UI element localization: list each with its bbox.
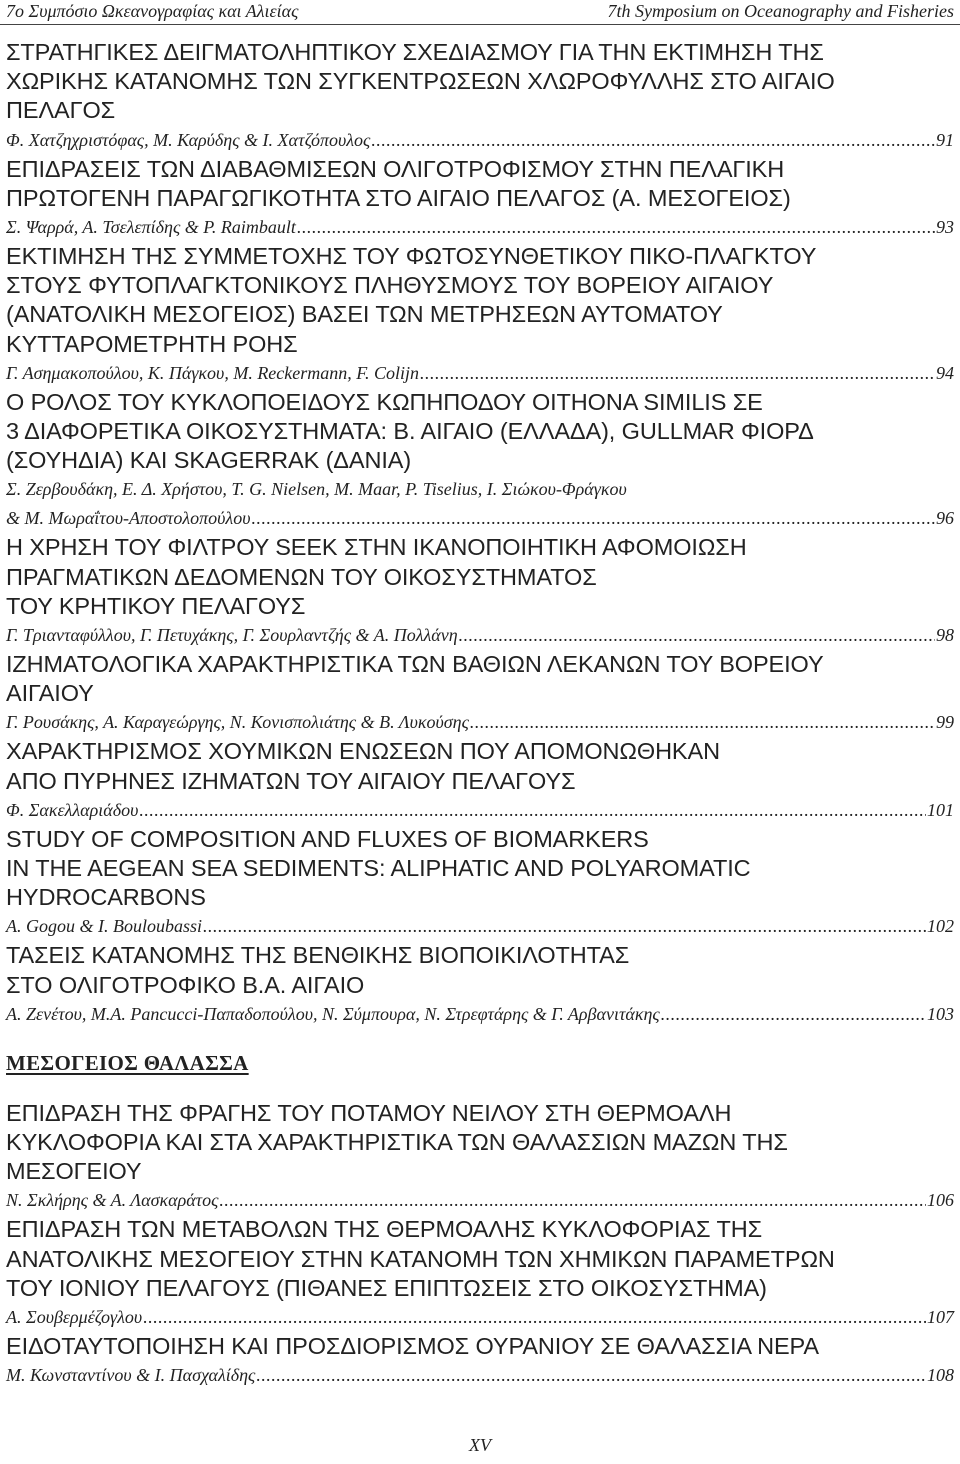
dot-leader: [420, 359, 935, 388]
entry-title-line: ΕΙΔΟΤΑΥΤΟΠΟΙΗΣΗ ΚΑΙ ΠΡΟΣΔΙΟΡΙΣΜΟΣ ΟΥΡΑΝΙΟΥ ΣΕ ΘΑΛΑΣΣΙΑ ΝΕΡΑ: [6, 1333, 819, 1360]
entry-authors: Γ. Ασημακοπούλου, Κ. Πάγκου, M. Reckermann, F. Colijn: [6, 362, 419, 383]
entry-title-line: ΑΝΑΤΟΛΙΚΗΣ ΜΕΣΟΓΕΙΟΥ ΣΤΗΝ ΚΑΤΑΝΟΜΗ ΤΩΝ ΧΗΜΙΚΩΝ ΠΑΡΑΜΕΤΡΩΝ: [6, 1245, 835, 1272]
entry-authors: Σ. Ζερβουδάκη, Ε. Δ. Χρήστου, T. G. Nielsen, M. Maar, P. Tiselius, Ι. Σιώκου-Φράγκου: [6, 479, 627, 500]
entry-title-line: 3 ΔΙΑΦΟΡΕΤΙΚΑ ΟΙΚΟΣΥΣΤΗΜΑΤΑ: Β. ΑΙΓΑΙΟ (ΕΛΛΑΔΑ), GULLMAR ΦΙΟΡΔ: [6, 418, 814, 445]
entry-authors-row: [6, 1186, 954, 1215]
entry-title-line: ΧΑΡΑΚΤΗΡΙΣΜΟΣ ΧΟΥΜΙΚΩΝ ΕΝΩΣΕΩΝ ΠΟΥ ΑΠΟΜΟΝΩΘΗΚΑΝ: [6, 738, 720, 765]
dot-leader: [297, 213, 935, 242]
entry-title-line: IN THE AEGEAN SEA SEDIMENTS: ALIPHATIC AND POLYAROMATIC: [6, 855, 751, 882]
entry-page-number: 96: [936, 508, 954, 529]
entry-title-line: ΣΤΟ ΟΛΙΓΟΤΡΟΦΙΚΟ Β.Α. ΑΙΓΑΙΟ: [6, 971, 365, 998]
toc-entry: [6, 825, 954, 942]
toc-entry: [6, 1215, 954, 1332]
entry-authors: Α. Ζενέτου, Μ.Α. Pancucci-Παπαδοπούλου, Ν. Σύμπουρα, Ν. Στρεφτάρης & Γ. Αρβανιτάκης: [6, 1003, 660, 1024]
entry-title-line: ΧΩΡΙΚΗΣ ΚΑΤΑΝΟΜΗΣ ΤΩΝ ΣΥΓΚΕΝΤΡΩΣΕΩΝ ΧΛΩΡΟΦΥΛΛΗΣ ΣΤΟ ΑΙΓΑΙΟ: [6, 68, 835, 95]
entry-page-number: 106: [927, 1190, 954, 1211]
entry-page-number: 101: [927, 799, 954, 820]
entry-title-line: ΕΠΙΔΡΑΣΗ ΤΩΝ ΜΕΤΑΒΟΛΩΝ ΤΗΣ ΘΕΡΜΟΑΛΗΣ ΚΥΚΛΟΦΟΡΙΑΣ ΤΗΣ: [6, 1216, 763, 1243]
dot-leader: [139, 796, 926, 825]
entry-authors-row: [6, 1000, 954, 1029]
toc-group-mediterranean: [6, 1099, 954, 1390]
header-right-text: 7th Symposium on Oceanography and Fisheries: [607, 1, 954, 21]
entry-authors: Μ. Κωνσταντίνου & Ι. Πασχαλίδης: [6, 1365, 256, 1386]
entry-title-line: ΚΥΤΤΑΡΟΜΕΤΡΗΤΗ ΡΟΗΣ: [6, 330, 298, 357]
entry-authors-row: [6, 504, 954, 533]
entry-authors: Γ. Τριανταφύλλου, Γ. Πετυχάκης, Γ. Σουρλαντζής & Α. Πολλάνη: [6, 625, 458, 646]
entry-authors: & Μ. Μωραΐτου-Αποστολοπούλου: [6, 508, 251, 529]
toc-entry: [6, 737, 954, 824]
entry-authors: Ν. Σκλήρης & Α. Λασκαράτος: [6, 1190, 219, 1211]
entry-authors-row: [6, 708, 954, 737]
entry-title-line: STUDY OF COMPOSITION AND FLUXES OF BIOMARKERS: [6, 825, 649, 852]
dot-leader: [470, 708, 935, 737]
toc-entry: [6, 242, 954, 388]
dot-leader: [661, 1000, 926, 1029]
entry-title-line: ΠΡΑΓΜΑΤΙΚΩΝ ΔΕΔΟΜΕΝΩΝ ΤΟΥ ΟΙΚΟΣΥΣΤΗΜΑΤΟΣ: [6, 563, 597, 590]
entry-title-line: ΤΟΥ ΚΡΗΤΙΚΟΥ ΠΕΛΑΓΟΥΣ: [6, 592, 306, 619]
section-heading: ΜΕΣΟΓΕΙΟΣ ΘΑΛΑΣΣΑ: [6, 1050, 249, 1075]
entry-title-line: ΠΕΛΑΓΟΣ: [6, 97, 116, 124]
toc-entry: [6, 38, 954, 155]
entry-title-line: ΣΤΡΑΤΗΓΙΚΕΣ ΔΕΙΓΜΑΤΟΛΗΠΤΙΚΟΥ ΣΧΕΔΙΑΣΜΟΥ ΓΙΑ ΤΗΝ ΕΚΤΙΜΗΣΗ ΤΗΣ: [6, 39, 824, 65]
toc-entry: [6, 388, 954, 534]
entry-page-number: 108: [927, 1365, 954, 1386]
toc-group-aegean: [6, 38, 954, 1029]
dot-leader: [203, 912, 926, 941]
dot-leader: [143, 1303, 926, 1332]
entry-page-number: 103: [927, 1003, 954, 1024]
entry-page-number: 94: [936, 362, 954, 383]
entry-authors-row: [6, 1361, 954, 1390]
entry-page-number: 102: [927, 916, 954, 937]
entry-authors-row: [6, 126, 954, 155]
entry-title-line: ΙΖΗΜΑΤΟΛΟΓΙΚΑ ΧΑΡΑΚΤΗΡΙΣΤΙΚΑ ΤΩΝ ΒΑΘΙΩΝ ΛΕΚΑΝΩΝ ΤΟΥ ΒΟΡΕΙΟΥ: [6, 651, 824, 678]
entry-authors-row: [6, 1303, 954, 1332]
toc-entry: [6, 1099, 954, 1216]
dot-leader: [219, 1186, 926, 1215]
entry-title-line: Η ΧΡΗΣΗ ΤΟΥ ΦΙΛΤΡΟΥ SEEK ΣΤΗΝ ΙΚΑΝΟΠΟΙΗΤΙΚΗ ΑΦΟΜΟΙΩΣΗ: [6, 534, 747, 561]
entry-authors: Α. Σουβερμέζογλου: [6, 1307, 143, 1328]
entry-title-line: ΠΡΩΤΟΓΕΝΗ ΠΑΡΑΓΩΓΙΚΟΤΗΤΑ ΣΤΟ ΑΙΓΑΙΟ ΠΕΛΑΓΟΣ (Α. ΜΕΣΟΓΕΙΟΣ): [6, 184, 791, 211]
entry-page-number: 91: [936, 129, 954, 150]
entry-authors: A. Gogou & I. Bouloubassi: [6, 916, 202, 937]
entry-authors: Φ. Χατζηχριστόφας, Μ. Καρύδης & Ι. Χατζόπουλος: [6, 129, 371, 150]
dot-leader: [251, 504, 935, 533]
header-left-text: 7ο Συμπόσιο Ωκεανογραφίας και Αλιείας: [6, 1, 299, 21]
toc-entry: [6, 650, 954, 737]
entry-title-line: ΜΕΣΟΓΕΙΟΥ: [6, 1158, 142, 1185]
dot-leader: [256, 1361, 926, 1390]
dot-leader: [459, 621, 935, 650]
entry-title-line: ΑΙΓΑΙΟΥ: [6, 680, 94, 707]
entry-authors-row: [6, 796, 954, 825]
entry-title-line: HYDROCARBONS: [6, 884, 206, 911]
entry-authors-row: [6, 359, 954, 388]
toc-entry: [6, 155, 954, 242]
dot-leader: [371, 126, 935, 155]
entry-title-line: ΕΠΙΔΡΑΣΕΙΣ ΤΩΝ ΔΙΑΒΑΘΜΙΣΕΩΝ ΟΛΙΓΟΤΡΟΦΙΣΜΟΥ ΣΤΗΝ ΠΕΛΑΓΙΚΗ: [6, 155, 785, 182]
running-header: [0, 0, 960, 25]
entry-authors: Γ. Ρουσάκης, Α. Καραγεώργης, Ν. Κονισπολιάτης & Β. Λυκούσης: [6, 712, 469, 733]
page-number: XV: [469, 1435, 491, 1455]
entry-title-line: ΤΑΣΕΙΣ ΚΑΤΑΝΟΜΗΣ ΤΗΣ ΒΕΝΘΙΚΗΣ ΒΙΟΠΟΙΚΙΛΟΤΗΤΑΣ: [6, 942, 630, 969]
table-of-contents: [6, 38, 954, 1390]
entry-authors: Σ. Ψαρρά, Α. Τσελεπίδης & P. Raimbault: [6, 217, 296, 238]
entry-page-number: 99: [936, 712, 954, 733]
toc-entry: [6, 941, 954, 1028]
entry-authors: Φ. Σακελλαριάδου: [6, 799, 139, 820]
entry-authors-row: [6, 912, 954, 941]
entry-authors-row: [6, 621, 954, 650]
entry-page-number: 93: [936, 217, 954, 238]
entry-title-line: ΕΠΙΔΡΑΣΗ ΤΗΣ ΦΡΑΓΗΣ ΤΟΥ ΠΟΤΑΜΟΥ ΝΕΙΛΟΥ ΣΤΗ ΘΕΡΜΟΑΛΗ: [6, 1099, 732, 1126]
entry-title-line: (ΣΟΥΗΔΙΑ) ΚΑΙ SKAGERRAK (ΔΑΝΙΑ): [6, 447, 412, 474]
entry-title-line: ΚΥΚΛΟΦΟΡΙΑ ΚΑΙ ΣΤΑ ΧΑΡΑΚΤΗΡΙΣΤΙΚΑ ΤΩΝ ΘΑΛΑΣΣΙΩΝ ΜΑΖΩΝ ΤΗΣ: [6, 1129, 788, 1156]
toc-entry: [6, 533, 954, 650]
entry-authors-row: [6, 213, 954, 242]
entry-title-line: (ΑΝΑΤΟΛΙΚΗ ΜΕΣΟΓΕΙΟΣ) ΒΑΣΕΙ ΤΩΝ ΜΕΤΡΗΣΕΩΝ ΑΥΤΟΜΑΤΟΥ: [6, 301, 723, 328]
toc-entry: [6, 1332, 954, 1390]
entry-title-line: Ο ΡΟΛΟΣ ΤΟΥ ΚΥΚΛΟΠΟΕΙΔΟΥΣ ΚΩΠΗΠΟΔΟΥ OITHONA SIMILIS ΣΕ: [6, 388, 763, 415]
entry-page-number: 98: [936, 625, 954, 646]
entry-page-number: 107: [927, 1307, 954, 1328]
entry-title-line: ΣΤΟΥΣ ΦΥΤΟΠΛΑΓΚΤΟΝΙΚΟΥΣ ΠΛΗΘΥΣΜΟΥΣ ΤΟΥ ΒΟΡΕΙΟΥ ΑΙΓΑΙΟΥ: [6, 272, 774, 299]
entry-title-line: ΤΟΥ ΙΟΝΙΟΥ ΠΕΛΑΓΟΥΣ (ΠΙΘΑΝΕΣ ΕΠΙΠΤΩΣΕΙΣ ΣΤΟ ΟΙΚΟΣΥΣΤΗΜΑ): [6, 1274, 767, 1301]
entry-title-line: ΕΚΤΙΜΗΣΗ ΤΗΣ ΣΥΜΜΕΤΟΧΗΣ ΤΟΥ ΦΩΤΟΣΥΝΘΕΤΙΚΟΥ ΠΙΚΟ-ΠΛΑΓΚΤΟΥ: [6, 243, 817, 270]
entry-title-line: ΑΠΟ ΠΥΡΗΝΕΣ ΙΖΗΜΑΤΩΝ ΤΟΥ ΑΙΓΑΙΟΥ ΠΕΛΑΓΟΥΣ: [6, 767, 576, 794]
